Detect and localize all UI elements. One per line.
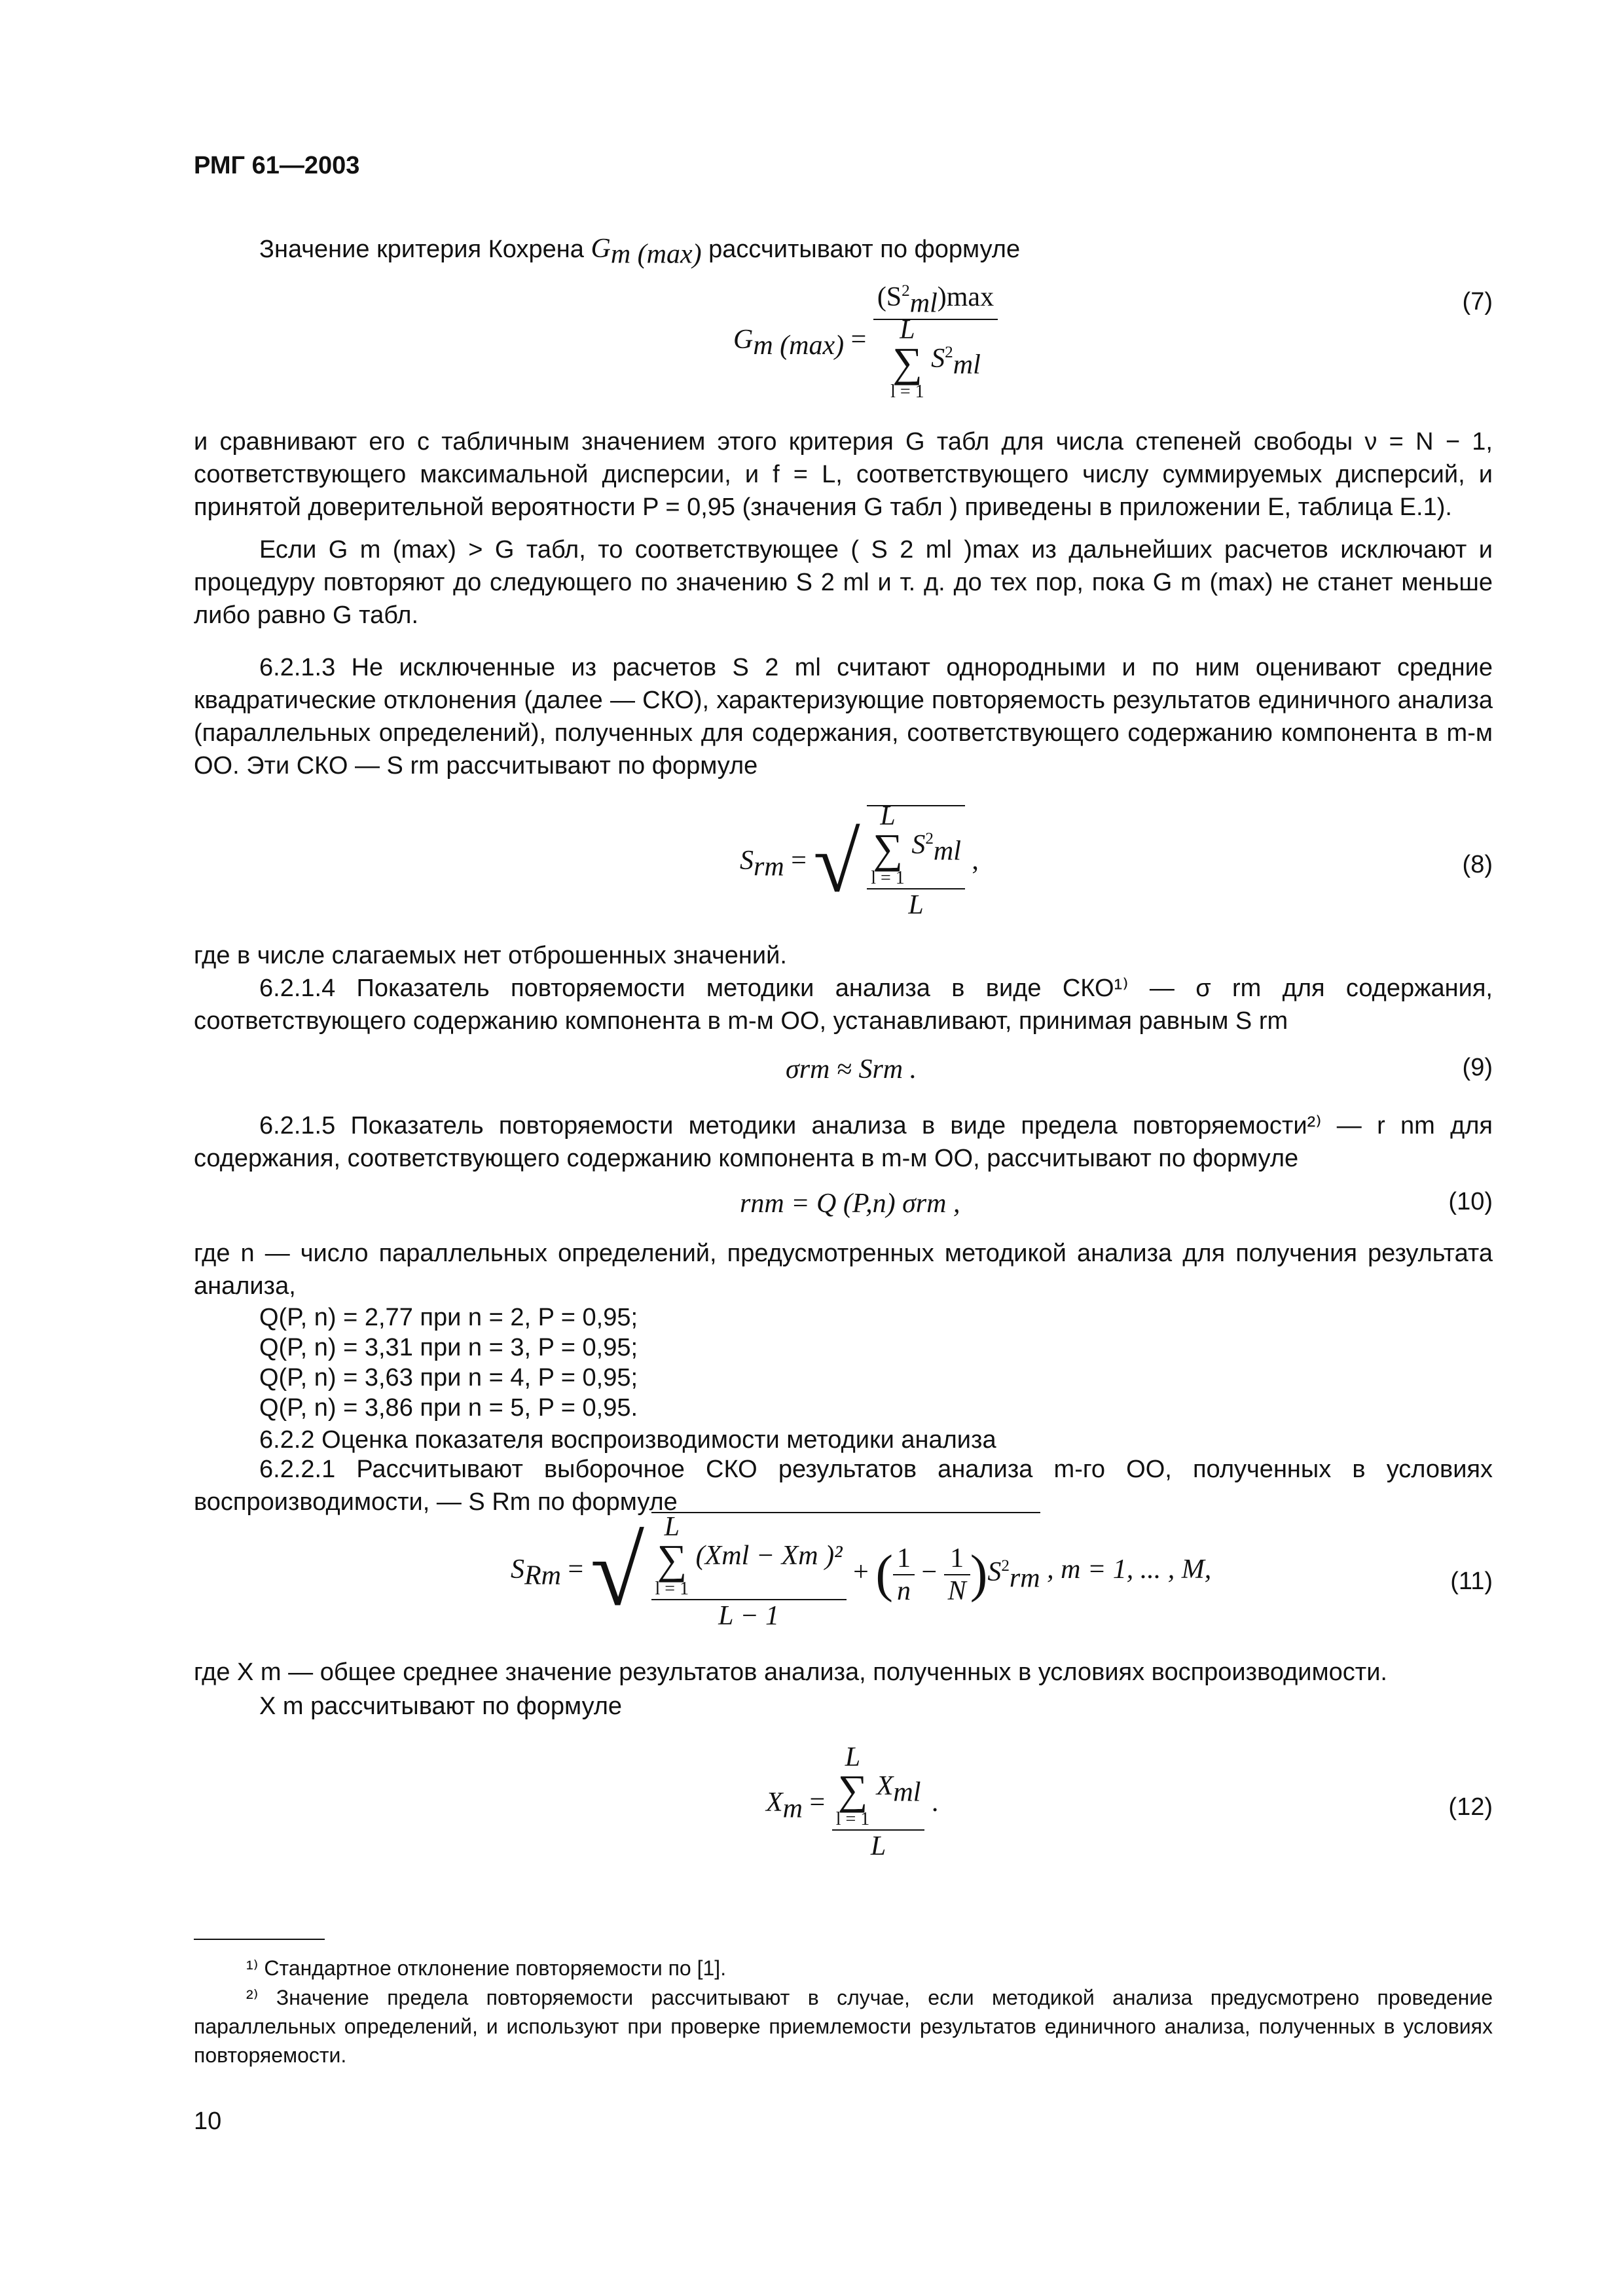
- list-item: Q(P, n) = 3,31 при n = 3, P = 0,95;: [259, 1334, 638, 1361]
- sum-sign: ∑: [873, 825, 903, 872]
- formula-8: $S_{rm}$ = √ L ∑ l = 1 $S^2_{ml}$ L ,: [740, 801, 979, 920]
- section-6-2-2: 6.2.2 Оценка показателя воспроизводимости методики анализа: [259, 1426, 996, 1454]
- paragraph-where-n: где n — число параллельных определений, предусмотренных методикой анализа для получения результата анализа,: [194, 1240, 1493, 1300]
- paragraph-6-2-1-3: 6.2.1.3 Не исключенные из расчетов S 2 ml считают однородными и по ним оценивают средние квадратические отклонения (далее — СКО), характеризующие повторяемость результатов единичного анализа (параллельных определений), полученных для содержания, соответствующего содержанию компонента в m-м ОО. Эти СКО — S rm рассчитывают по формуле: [194, 654, 1493, 780]
- equation-number: (9): [1462, 1054, 1493, 1081]
- equation-number: (7): [1462, 288, 1493, 315]
- equation-number: (12): [1448, 1793, 1493, 1821]
- paragraph-cochran-intro: Значение критерия Кохрена $G_{m (max)}$ рассчитывают по формуле: [259, 234, 1021, 270]
- paragraph-6-2-1-5: 6.2.1.5 Показатель повторяемости методики анализа в виде предела повторяемости²⁾ — r nm для содержания, соответствующего содержанию компонента в m-м ОО, рассчитывают по формуле: [194, 1112, 1493, 1172]
- sum-sign: ∑: [837, 1767, 868, 1813]
- formula-12: $X_m$ = L ∑ l = 1 $X_{ml}$ L .: [766, 1742, 939, 1861]
- sum-sign: ∑: [892, 339, 922, 386]
- formula-11: $S_{Rm}$ = √ L ∑ l = 1 (Xml − Xm )² L − 1 + ( $\frac{1}{n}$ − $\frac{1}{N}$ )$S^2_{rm}$ , m = 1, ... , M,: [511, 1512, 1212, 1631]
- paragraph-no-discarded: где в числе слагаемых нет отброшенных значений.: [194, 942, 787, 969]
- paragraph-comparison: и сравнивают его с табличным значением этого критерия G табл для числа степеней свободы ν = N − 1, соответствующего максимальной дисперсии, и f = L, соответствующего числу суммируемых дисперсий, и принятой доверительной вероятности P = 0,95 (значения G табл ) приведены в приложении Е, таблица Е.1).: [194, 428, 1493, 521]
- formula-9: σrm ≈ Srm .: [786, 1054, 917, 1085]
- footnote-divider: [194, 1939, 325, 1940]
- sqrt-sign: √: [813, 816, 860, 910]
- list-item: Q(P, n) = 2,77 при n = 2, P = 0,95;: [259, 1304, 638, 1331]
- sum-sign: ∑: [657, 1536, 687, 1583]
- document-id: РМГ 61—2003: [194, 152, 360, 179]
- page-number: 10: [194, 2108, 222, 2135]
- q-values-list: [259, 1302, 1438, 1423]
- list-item: Q(P, n) = 3,86 при n = 5, P = 0,95.: [259, 1394, 638, 1422]
- footnote-1: ¹⁾ Стандартное отклонение повторяемости по [1].: [246, 1956, 727, 1980]
- paragraph-exclusion: Если G m (max) > G табл, то соответствующее ( S 2 ml )max из дальнейших расчетов исключают и процедуру повторяют до следующего по значению S 2 ml и т. д. до тех пор, пока G m (max) не станет меньше либо равно G табл.: [194, 536, 1493, 629]
- equation-number: (10): [1448, 1188, 1493, 1215]
- formula-7: $G_{m (max)}$ = $(S^2_{ml})\max$ L ∑ l = 1 $S^2_{ml}$: [733, 281, 998, 402]
- sqrt-sign: √: [590, 1517, 645, 1626]
- list-item: Q(P, n) = 3,63 при n = 4, P = 0,95;: [259, 1364, 638, 1391]
- paragraph-6-2-1-4: 6.2.1.4 Показатель повторяемости методики анализа в виде СКО¹⁾ — σ rm для содержания, соответствующего содержанию компонента в m-м ОО, устанавливают, принимая равным S rm: [194, 975, 1493, 1035]
- footnote-2: ²⁾ Значение предела повторяемости рассчитывают в случае, если методикой анализа предусмотрено проведение параллельных определений, и используют при проверке приемлемости результатов единичного анализа, полученных в условиях повторяемости.: [194, 1986, 1493, 2067]
- equation-number: (11): [1450, 1568, 1493, 1595]
- equation-number: (8): [1462, 851, 1493, 878]
- paragraph-6-2-2-1: 6.2.2.1 Рассчитывают выборочное СКО результатов анализа m-го ОО, полученных в условиях воспроизводимости, — S Rm по формуле: [194, 1456, 1493, 1516]
- paragraph-xm-formula: X m рассчитывают по формуле: [259, 1693, 623, 1720]
- paragraph-where-xm: где X m — общее среднее значение результатов анализа, полученных в условиях воспроизводимости.: [194, 1659, 1387, 1686]
- formula-10: rnm = Q (P,n) σrm ,: [740, 1189, 960, 1219]
